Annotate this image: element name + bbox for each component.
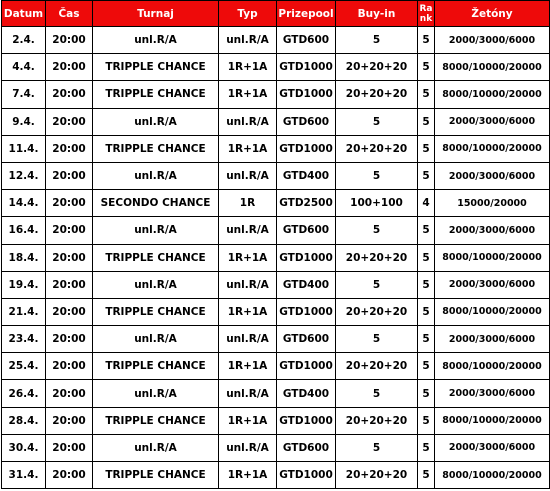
time-cell: 20:00	[46, 462, 93, 489]
prizepool-cell: GTD1000	[277, 81, 336, 108]
table-row	[2, 326, 550, 353]
rank-cell: 5	[418, 244, 435, 271]
time-cell: 20:00	[46, 81, 93, 108]
rank-cell: 5	[418, 81, 435, 108]
type-cell: unl.R/A	[219, 434, 277, 461]
chips-cell: 8000/10000/20000	[435, 81, 550, 108]
tournament-cell: unl.R/A	[93, 326, 219, 353]
tournament-cell: unl.R/A	[93, 380, 219, 407]
type-cell: unl.R/A	[219, 108, 277, 135]
table-row	[2, 135, 550, 162]
table-row	[2, 462, 550, 489]
prizepool-cell: GTD600	[277, 434, 336, 461]
prizepool-cell: GTD1000	[277, 135, 336, 162]
date-cell: 23.4.	[2, 326, 46, 353]
type-cell: unl.R/A	[219, 380, 277, 407]
type-cell: 1R+1A	[219, 81, 277, 108]
tournament-cell: TRIPPLE CHANCE	[93, 298, 219, 325]
chips-cell: 8000/10000/20000	[435, 462, 550, 489]
chips-cell: 2000/3000/6000	[435, 27, 550, 54]
date-cell: 16.4.	[2, 217, 46, 244]
time-cell: 20:00	[46, 54, 93, 81]
date-cell: 31.4.	[2, 462, 46, 489]
tournament-cell: TRIPPLE CHANCE	[93, 54, 219, 81]
rank-cell: 5	[418, 217, 435, 244]
prizepool-cell: GTD2500	[277, 190, 336, 217]
buyin-cell: 5	[336, 27, 418, 54]
date-cell: 28.4.	[2, 407, 46, 434]
buyin-cell: 5	[336, 380, 418, 407]
buyin-cell: 5	[336, 162, 418, 189]
rank-cell: 5	[418, 434, 435, 461]
tournament-cell: unl.R/A	[93, 27, 219, 54]
chips-cell: 2000/3000/6000	[435, 434, 550, 461]
table-row	[2, 407, 550, 434]
buyin-cell: 5	[336, 271, 418, 298]
date-cell: 21.4.	[2, 298, 46, 325]
chips-cell: 15000/20000	[435, 190, 550, 217]
prizepool-cell: GTD400	[277, 271, 336, 298]
buyin-cell: 20+20+20	[336, 54, 418, 81]
prizepool-cell: GTD600	[277, 217, 336, 244]
prizepool-cell: GTD600	[277, 27, 336, 54]
buyin-cell: 20+20+20	[336, 81, 418, 108]
chips-cell: 2000/3000/6000	[435, 217, 550, 244]
header-buyin: Buy-in	[336, 1, 418, 27]
chips-cell: 2000/3000/6000	[435, 326, 550, 353]
buyin-cell: 20+20+20	[336, 298, 418, 325]
type-cell: unl.R/A	[219, 326, 277, 353]
table-row	[2, 244, 550, 271]
rank-cell: 5	[418, 462, 435, 489]
time-cell: 20:00	[46, 162, 93, 189]
rank-cell: 5	[418, 135, 435, 162]
tournament-cell: TRIPPLE CHANCE	[93, 244, 219, 271]
table-row	[2, 271, 550, 298]
header-prizepool: Prizepool	[277, 1, 336, 27]
date-cell: 9.4.	[2, 108, 46, 135]
header-chips: Žetóny	[435, 1, 550, 27]
prizepool-cell: GTD1000	[277, 244, 336, 271]
type-cell: 1R+1A	[219, 407, 277, 434]
rank-cell: 5	[418, 353, 435, 380]
prizepool-cell: GTD1000	[277, 298, 336, 325]
rank-cell: 5	[418, 271, 435, 298]
date-cell: 12.4.	[2, 162, 46, 189]
table-row	[2, 353, 550, 380]
rank-cell: 5	[418, 162, 435, 189]
prizepool-cell: GTD1000	[277, 407, 336, 434]
buyin-cell: 100+100	[336, 190, 418, 217]
prizepool-cell: GTD600	[277, 326, 336, 353]
rank-cell: 5	[418, 108, 435, 135]
type-cell: 1R+1A	[219, 54, 277, 81]
type-cell: 1R+1A	[219, 244, 277, 271]
time-cell: 20:00	[46, 353, 93, 380]
table-row	[2, 54, 550, 81]
chips-cell: 8000/10000/20000	[435, 244, 550, 271]
table-row	[2, 380, 550, 407]
time-cell: 20:00	[46, 244, 93, 271]
buyin-cell: 20+20+20	[336, 135, 418, 162]
chips-cell: 2000/3000/6000	[435, 108, 550, 135]
type-cell: unl.R/A	[219, 217, 277, 244]
buyin-cell: 5	[336, 434, 418, 461]
time-cell: 20:00	[46, 434, 93, 461]
header-row	[2, 1, 550, 27]
date-cell: 14.4.	[2, 190, 46, 217]
tournament-cell: unl.R/A	[93, 162, 219, 189]
header-tournament: Turnaj	[93, 1, 219, 27]
rank-cell: 5	[418, 298, 435, 325]
time-cell: 20:00	[46, 108, 93, 135]
chips-cell: 8000/10000/20000	[435, 54, 550, 81]
prizepool-cell: GTD1000	[277, 54, 336, 81]
time-cell: 20:00	[46, 271, 93, 298]
chips-cell: 8000/10000/20000	[435, 135, 550, 162]
table-row	[2, 217, 550, 244]
header-type: Typ	[219, 1, 277, 27]
prizepool-cell: GTD600	[277, 108, 336, 135]
type-cell: 1R+1A	[219, 298, 277, 325]
header-rank: Rank	[418, 1, 435, 27]
buyin-cell: 20+20+20	[336, 407, 418, 434]
type-cell: unl.R/A	[219, 162, 277, 189]
buyin-cell: 20+20+20	[336, 244, 418, 271]
type-cell: unl.R/A	[219, 27, 277, 54]
type-cell: 1R+1A	[219, 135, 277, 162]
tournament-schedule-table	[1, 0, 550, 489]
buyin-cell: 5	[336, 326, 418, 353]
date-cell: 26.4.	[2, 380, 46, 407]
date-cell: 2.4.	[2, 27, 46, 54]
table-row	[2, 298, 550, 325]
buyin-cell: 20+20+20	[336, 462, 418, 489]
prizepool-cell: GTD1000	[277, 462, 336, 489]
chips-cell: 8000/10000/20000	[435, 298, 550, 325]
type-cell: 1R+1A	[219, 462, 277, 489]
buyin-cell: 5	[336, 217, 418, 244]
time-cell: 20:00	[46, 27, 93, 54]
rank-cell: 5	[418, 407, 435, 434]
header-date: Datum	[2, 1, 46, 27]
tournament-cell: TRIPPLE CHANCE	[93, 135, 219, 162]
table-row	[2, 434, 550, 461]
type-cell: 1R	[219, 190, 277, 217]
table-row	[2, 190, 550, 217]
date-cell: 18.4.	[2, 244, 46, 271]
tournament-cell: TRIPPLE CHANCE	[93, 81, 219, 108]
rank-cell: 4	[418, 190, 435, 217]
rank-cell: 5	[418, 326, 435, 353]
header-time: Čas	[46, 1, 93, 27]
chips-cell: 2000/3000/6000	[435, 380, 550, 407]
chips-cell: 8000/10000/20000	[435, 353, 550, 380]
time-cell: 20:00	[46, 326, 93, 353]
table-row	[2, 108, 550, 135]
table-row	[2, 27, 550, 54]
rank-cell: 5	[418, 27, 435, 54]
prizepool-cell: GTD400	[277, 162, 336, 189]
prizepool-cell: GTD400	[277, 380, 336, 407]
tournament-cell: unl.R/A	[93, 271, 219, 298]
time-cell: 20:00	[46, 190, 93, 217]
table-row	[2, 162, 550, 189]
tournament-cell: TRIPPLE CHANCE	[93, 353, 219, 380]
time-cell: 20:00	[46, 407, 93, 434]
chips-cell: 2000/3000/6000	[435, 271, 550, 298]
time-cell: 20:00	[46, 217, 93, 244]
time-cell: 20:00	[46, 380, 93, 407]
tournament-cell: TRIPPLE CHANCE	[93, 462, 219, 489]
tournament-cell: unl.R/A	[93, 434, 219, 461]
table-header	[2, 1, 550, 27]
type-cell: unl.R/A	[219, 271, 277, 298]
table-body	[2, 27, 550, 489]
chips-cell: 2000/3000/6000	[435, 162, 550, 189]
time-cell: 20:00	[46, 135, 93, 162]
date-cell: 30.4.	[2, 434, 46, 461]
buyin-cell: 20+20+20	[336, 353, 418, 380]
time-cell: 20:00	[46, 298, 93, 325]
rank-cell: 5	[418, 380, 435, 407]
date-cell: 7.4.	[2, 81, 46, 108]
prizepool-cell: GTD1000	[277, 353, 336, 380]
date-cell: 11.4.	[2, 135, 46, 162]
chips-cell: 8000/10000/20000	[435, 407, 550, 434]
date-cell: 25.4.	[2, 353, 46, 380]
tournament-cell: unl.R/A	[93, 217, 219, 244]
table-row	[2, 81, 550, 108]
tournament-cell: TRIPPLE CHANCE	[93, 407, 219, 434]
date-cell: 4.4.	[2, 54, 46, 81]
rank-cell: 5	[418, 54, 435, 81]
date-cell: 19.4.	[2, 271, 46, 298]
tournament-cell: unl.R/A	[93, 108, 219, 135]
type-cell: 1R+1A	[219, 353, 277, 380]
tournament-cell: SECONDO CHANCE	[93, 190, 219, 217]
buyin-cell: 5	[336, 108, 418, 135]
